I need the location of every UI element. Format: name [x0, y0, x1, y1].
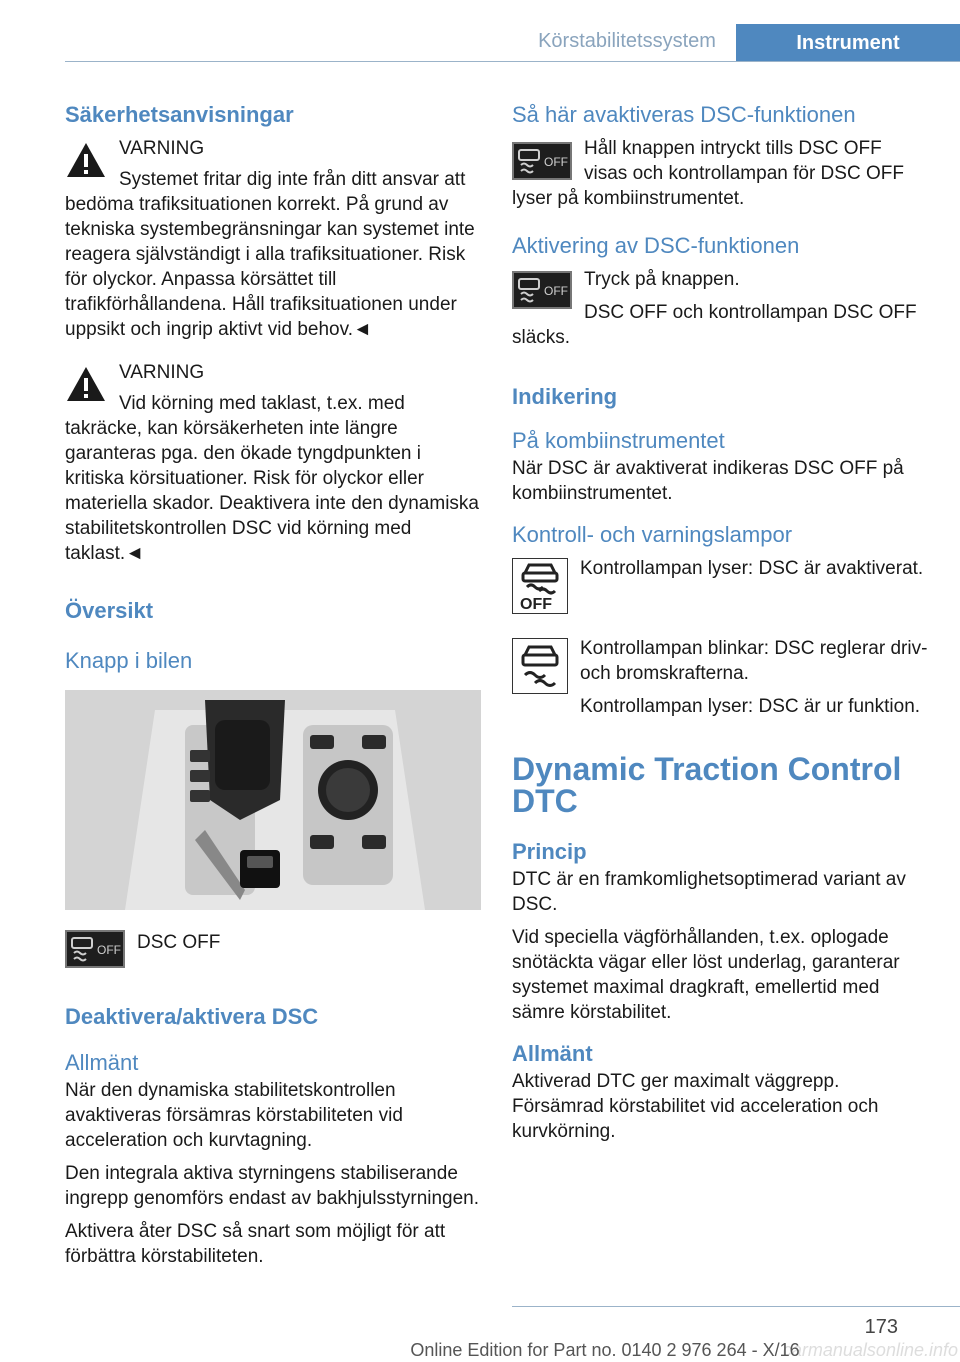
dsc-off-caption-block — [65, 930, 481, 972]
general-paragraph-2: Den integrala aktiva styrningens stabiliserande ingrepp genomförs endast av bakhjulsstyrningen. — [65, 1163, 480, 1209]
general-heading: Allmänt — [65, 1050, 139, 1075]
dsc-off-button-icon — [65, 930, 125, 968]
general-2-heading: Allmänt — [512, 1041, 593, 1066]
lamp-block-2 — [512, 636, 928, 719]
warning-label: VARNING — [119, 362, 205, 383]
dsc-off-icon-label: OFF — [544, 284, 568, 298]
right-column — [512, 100, 928, 1144]
button-heading: Knapp i bilen — [65, 648, 193, 673]
footer-divider — [512, 1306, 960, 1307]
activation-text-1: Tryck på knappen. — [584, 269, 740, 290]
deactivation-text: Håll knappen intryckt tills DSC OFF visas och kontrollampan för DSC OFF lyser på kombiinstrumentet. — [512, 138, 904, 209]
center-console-illustration — [65, 690, 481, 910]
warning-label: VARNING — [119, 138, 205, 159]
activation-block — [512, 267, 928, 350]
deactivation-heading: Så här avaktiveras DSC-funktionen — [512, 102, 856, 127]
dsc-off-icon-label: OFF — [544, 155, 568, 169]
lamp-block-1 — [512, 556, 928, 618]
dsc-off-lamp-label: OFF — [520, 596, 552, 613]
general-2-text: Aktiverad DTC ger maximalt väggrepp. Försämrad körstabilitet vid acceleration och kurvkörning. — [512, 1071, 879, 1142]
warning-triangle-icon — [65, 140, 107, 180]
cluster-text: När DSC är avaktiverat indikeras DSC OFF på kombiinstrumentet. — [512, 458, 904, 504]
deactivation-block — [512, 136, 928, 211]
warning-triangle-icon — [65, 364, 107, 404]
lamp-2-text-1: Kontrollampan blinkar: DSC reglerar driv- och bromskrafterna. — [580, 638, 928, 684]
header-section-title: Körstabilitetssystem — [538, 30, 716, 52]
lamp-1-text: Kontrollampan lyser: DSC är avaktiverat. — [580, 558, 924, 579]
deactivate-heading: Deaktivera/aktivera DSC — [65, 1004, 319, 1029]
page-header — [0, 0, 960, 62]
principle-paragraph-1: DTC är en framkomlighetsoptimerad variant av DSC. — [512, 869, 906, 915]
dsc-off-caption: DSC OFF — [137, 932, 221, 953]
lamp-2-text-2: Kontrollampan lyser: DSC är ur funktion. — [580, 696, 921, 717]
page-number: 173 — [864, 1316, 898, 1338]
safety-heading: Säkerhetsanvisningar — [65, 102, 294, 127]
dsc-off-icon-label: OFF — [97, 943, 121, 957]
dsc-off-lamp-icon — [512, 558, 568, 614]
indication-heading: Indikering — [512, 384, 618, 409]
dtc-heading: Dynamic Traction Control DTC — [512, 751, 902, 819]
general-paragraph-1: När den dynamiska stabilitetskontrollen avaktiveras försämras körstabiliteten vid acceleration och kurvtagning. — [65, 1080, 403, 1151]
dsc-lamp-icon — [512, 638, 568, 694]
lamps-heading: Kontroll- och varningslampor — [512, 522, 793, 547]
principle-heading: Princip — [512, 839, 587, 864]
warning-text: Systemet fritar dig inte från ditt ansvar att bedöma trafiksituationen korrekt. På grund av tekniska systembegränsningar kan systemet inte reagera självständigt i alla trafiksituationer. Risk för olyckor. Anpassa körsättet till trafikförhållandena. Håll trafiksituationen under uppsikt och ingrip aktivt vid behov.◄ — [65, 169, 475, 340]
cluster-heading: På kombiinstrumentet — [512, 428, 725, 453]
header-divider — [65, 61, 960, 62]
general-paragraph-3: Aktivera åter DSC så snart som möjligt för att förbättra körstabiliteten. — [65, 1221, 446, 1267]
principle-paragraph-2: Vid speciella vägförhållanden, t.ex. oplogade snötäckta vägar eller löst underlag, garanterar systemet maximal dragkraft, emellertid med sämre körstabilitet. — [512, 927, 900, 1023]
header-chapter-tab: Instrument — [736, 24, 960, 62]
warning-block-2 — [65, 360, 481, 566]
warning-text: Vid körning med taklast, t.ex. med takräcke, kan körsäkerheten inte längre garanteras pga. den ökade tyngdpunkten i kritiska körsituationer. Risk för olyckor eller materiella skador. Deaktivera inte den dynamiska stabilitetskontrollen DSC vid körning med taklast.◄ — [65, 393, 479, 564]
dsc-off-button-icon — [512, 271, 572, 309]
warning-block-1 — [65, 136, 481, 342]
center-console-photo — [65, 690, 481, 910]
watermark: carmanualsonline.info — [782, 1340, 958, 1360]
activation-heading: Aktivering av DSC-funktionen — [512, 233, 800, 258]
overview-heading: Översikt — [65, 598, 154, 623]
dsc-off-button-icon — [512, 142, 572, 180]
left-column — [65, 100, 481, 1269]
activation-text-2: DSC OFF och kontrollampan DSC OFF släcks. — [512, 302, 917, 348]
edition-text: Online Edition for Part no. 0140 2 976 264 - X/16 — [410, 1340, 800, 1360]
